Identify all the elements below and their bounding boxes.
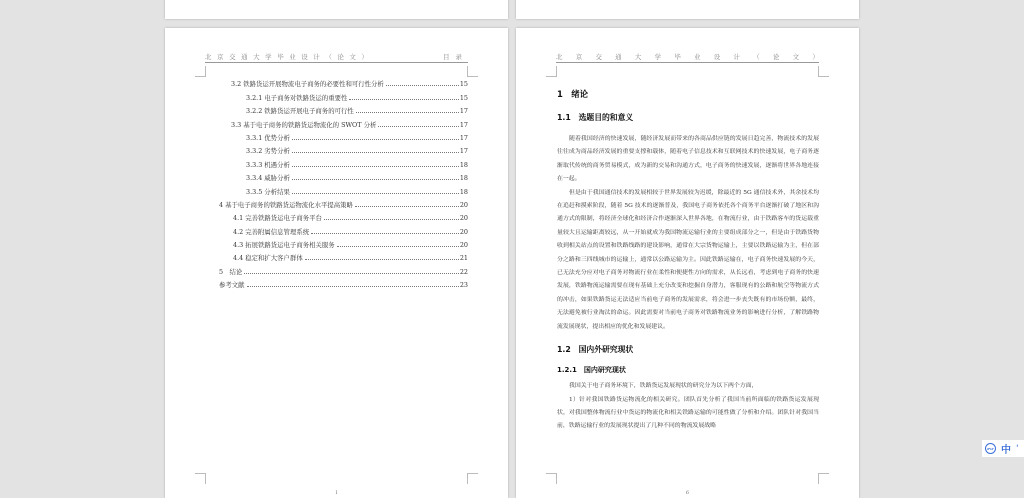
table-of-contents bbox=[219, 75, 468, 289]
body-paragraph: 1）针对我国铁路货运物流化的相关研究。团队首先分析了我国当前所面临的铁路货运发展现状，对我国整体物流行业中货运的物流化和相关铁路运输的可能性做了分析和介绍。团队针对我国当前，铁路运输行业的发展现状提出了几种不同的物流发展战略 bbox=[557, 396, 819, 430]
toc-entry[interactable] bbox=[219, 75, 468, 88]
toc-entry-title[interactable]: 4.2 完善附属信息管理系统 bbox=[233, 227, 310, 236]
previous-page-right bbox=[516, 0, 859, 19]
toc-leader-dots bbox=[386, 85, 459, 86]
header-char: 大 bbox=[253, 53, 260, 61]
header-char: 北 bbox=[556, 53, 563, 61]
toc-entry-title[interactable]: 5 结论 bbox=[219, 267, 243, 276]
toc-entry-page[interactable]: 20 bbox=[459, 214, 468, 223]
toc-entry-page[interactable]: 17 bbox=[459, 107, 468, 116]
header-char: 通 bbox=[615, 53, 622, 61]
header-char: 大 bbox=[634, 53, 642, 61]
header-char: 论 bbox=[337, 53, 344, 61]
toc-entry-title[interactable]: 3.3.3 机遇分析 bbox=[246, 160, 290, 169]
header-school-name bbox=[556, 52, 819, 61]
header-char: ） bbox=[812, 53, 819, 61]
header-char: 毕 bbox=[277, 53, 284, 61]
header-char: 文 bbox=[792, 53, 800, 61]
header-char: 京 bbox=[575, 53, 583, 61]
header-char: 交 bbox=[229, 53, 236, 61]
margin-corner-mark bbox=[195, 66, 206, 77]
toc-leader-dots bbox=[356, 112, 459, 113]
page-number: I bbox=[335, 490, 338, 496]
margin-corner-mark bbox=[818, 473, 829, 484]
document-page-toc[interactable] bbox=[165, 28, 508, 498]
header-char: 业 bbox=[289, 53, 296, 61]
toc-entry-title[interactable]: 3.3 基于电子商务的铁路货运物流化的 SWOT 分析 bbox=[231, 120, 377, 129]
toc-entry-page[interactable]: 17 bbox=[459, 133, 468, 142]
section-heading: 1.2 国内外研究现状 bbox=[557, 345, 634, 355]
toc-leader-dots bbox=[378, 126, 459, 127]
header-char: 北 bbox=[205, 53, 212, 61]
toc-entry[interactable] bbox=[219, 182, 468, 195]
toc-entry-page[interactable]: 15 bbox=[459, 93, 468, 102]
toc-entry-page[interactable]: 20 bbox=[459, 241, 468, 250]
ime-punctuation-toggle[interactable]: ' bbox=[1016, 443, 1019, 454]
toc-entry[interactable] bbox=[219, 249, 468, 262]
toc-leader-dots bbox=[305, 259, 459, 260]
toc-entry-title[interactable]: 3.2 铁路货运开展物流电子商务的必要性和可行性分析 bbox=[231, 80, 384, 89]
toc-leader-dots bbox=[292, 193, 459, 194]
toc-entry-page[interactable]: 18 bbox=[459, 174, 468, 183]
body-paragraph: 但是由于我国通信技术的发展相较于世界发展较为迟缓，除最近的 5G 通信技术外，其余技术均在追赶和摸索阶段，随着 5G 技术的逐渐普及，我国电子商务依托各个商务平台逐渐打破了地区和沟通方式的限制，将经济全球化和经济合作逐渐深入世界各地，在物流行业，由于铁路客车的货运载重量较大且运输距离较远，从一开始就成为我国物流运输行业的主要组成部分之一，但是由于铁路货物收到相关站点的设置和铁路线路的建设影响，通常在大宗货物运输上，主要以铁路运输为主，但在部分之路和三四线城市的运输上，通常以公路运输为主。因此铁路运输在，电子商务快速发展的今天，已无法充分应对电子商务对物流行业在柔性和便捷性方向的需求，从长远看，考虑到电子商务的快速发展，铁路物流运输需要在现有基础上充分改变和挖掘自身潜力，客服现有的公路和航空等物流方式的冲击，如果铁路货运无法适应当前电子商务的发展需求，将会进一步丧失既有的市场份额，最终，无法避免被行业淘汰的命运。因此需要对当前电子商务对铁路物流业务的影响进行分析，了解铁路物流发展现状，提出相应的优化和发展建议。 bbox=[557, 189, 819, 330]
toc-leader-dots bbox=[292, 179, 459, 180]
subsection-heading: 1.2.1 国内研究现状 bbox=[557, 366, 626, 375]
toc-entry-title[interactable]: 4.4 稳定和扩大客户群体 bbox=[233, 254, 303, 263]
toc-entry-title[interactable]: 4 基于电子商务的铁路货运物流化水平提高策略 bbox=[219, 200, 353, 209]
header-char: 通 bbox=[241, 53, 248, 61]
toc-entry-title[interactable]: 4.3 拓展铁路货运电子商务相关服务 bbox=[233, 241, 335, 250]
chapter-heading: 1 绪论 bbox=[557, 89, 588, 99]
toc-entry-title[interactable]: 3.3.5 分析结果 bbox=[246, 187, 290, 196]
toc-entry-page[interactable]: 15 bbox=[459, 80, 468, 89]
toc-entry-title[interactable]: 3.3.2 劣势分析 bbox=[246, 147, 290, 156]
header-char: 设 bbox=[713, 53, 721, 61]
toc-entry-title[interactable]: 4.1 完善铁路货运电子商务平台 bbox=[233, 214, 322, 223]
ifly-logo-icon[interactable]: iFLY bbox=[985, 443, 996, 454]
header-char: 毕 bbox=[674, 53, 681, 61]
margin-corner-mark bbox=[818, 66, 829, 77]
header-char: 论 bbox=[772, 53, 780, 61]
margin-corner-mark bbox=[546, 66, 557, 77]
toc-leader-dots bbox=[337, 246, 459, 247]
margin-corner-mark bbox=[467, 473, 478, 484]
header-char: ） bbox=[361, 53, 368, 61]
toc-entry-title[interactable]: 3.3.1 优势分析 bbox=[246, 133, 290, 142]
page-header bbox=[205, 50, 468, 63]
margin-corner-mark bbox=[546, 473, 557, 484]
header-char: 业 bbox=[694, 53, 701, 61]
body-paragraph: 我国关于电子商务环境下，铁路货运发展现状的研究分为以下两个方面， bbox=[569, 383, 758, 390]
toc-entry[interactable] bbox=[219, 102, 468, 115]
toc-entry[interactable] bbox=[219, 236, 468, 249]
toc-entry[interactable] bbox=[219, 196, 468, 209]
toc-entry-page[interactable]: 20 bbox=[459, 200, 468, 209]
page-header bbox=[556, 50, 819, 63]
document-page-chapter-1[interactable] bbox=[516, 28, 859, 498]
toc-entry-page[interactable]: 18 bbox=[459, 187, 468, 196]
toc-entry-page[interactable]: 23 bbox=[459, 281, 468, 290]
toc-entry[interactable] bbox=[219, 88, 468, 101]
header-char: 设 bbox=[301, 53, 308, 61]
toc-entry[interactable] bbox=[219, 115, 468, 128]
toc-entry-page[interactable]: 17 bbox=[459, 120, 468, 129]
header-char: 计 bbox=[313, 53, 320, 61]
input-method-indicator[interactable] bbox=[982, 440, 1024, 457]
margin-corner-mark bbox=[195, 473, 206, 484]
toc-entry-page[interactable]: 17 bbox=[459, 147, 468, 156]
toc-leader-dots bbox=[292, 166, 459, 167]
header-char: （ bbox=[325, 53, 332, 61]
toc-entry[interactable] bbox=[219, 262, 468, 275]
page-number: 6 bbox=[685, 490, 690, 496]
toc-entry-page[interactable]: 20 bbox=[459, 227, 468, 236]
previous-page-left bbox=[165, 0, 508, 19]
toc-leader-dots bbox=[349, 99, 458, 100]
toc-entry[interactable] bbox=[219, 129, 468, 142]
toc-entry[interactable] bbox=[219, 169, 468, 182]
toc-leader-dots bbox=[324, 219, 459, 220]
header-char: 计 bbox=[733, 53, 740, 61]
margin-corner-mark bbox=[467, 66, 478, 77]
toc-entry-title[interactable]: 3.3.4 威胁分析 bbox=[246, 174, 290, 183]
toc-entry-title[interactable]: 3.2.1 电子商务对铁路货运的重要性 bbox=[246, 93, 348, 102]
body-paragraph: 随着我国经济的快速发展，随经济发展而带来的各商品供应链的发展日趋完善，物流技术的发展往往成为商品经济发展的重要支撑和载体，随着电子信息技术和互联网技术的快速发展，电子商务逐渐取代传统的商务贸易模式，成为新的交易和沟通方式，电子商务的快速发展，逐渐将世界各地连接在一起。 bbox=[557, 136, 819, 183]
header-char: 文 bbox=[349, 53, 356, 61]
toc-entry[interactable] bbox=[219, 209, 468, 222]
ime-language-toggle[interactable]: 中 bbox=[1001, 445, 1011, 456]
toc-entry-title[interactable]: 参考文献 bbox=[219, 281, 245, 290]
toc-entry[interactable] bbox=[219, 155, 468, 168]
header-char: 交 bbox=[595, 53, 602, 61]
section-heading: 1.1 选题目的和意义 bbox=[557, 113, 634, 122]
toc-leader-dots bbox=[355, 206, 459, 207]
toc-entry-page[interactable]: 21 bbox=[459, 254, 468, 263]
header-school-name bbox=[205, 52, 368, 61]
toc-entry[interactable] bbox=[219, 222, 468, 235]
header-char: 学 bbox=[654, 53, 662, 61]
header-char: 京 bbox=[217, 53, 224, 61]
toc-entry[interactable] bbox=[219, 276, 468, 289]
header-toc-label: 目录 bbox=[443, 53, 468, 61]
toc-entry-title[interactable]: 3.2.2 铁路货运开展电子商务的可行性 bbox=[246, 107, 354, 116]
toc-entry-page[interactable]: 18 bbox=[459, 160, 468, 169]
toc-entry-page[interactable]: 22 bbox=[459, 267, 468, 276]
page-body bbox=[557, 88, 819, 434]
toc-leader-dots bbox=[247, 286, 459, 287]
header-char: （ bbox=[753, 53, 760, 61]
toc-leader-dots bbox=[311, 233, 459, 234]
toc-leader-dots bbox=[292, 152, 459, 153]
toc-leader-dots bbox=[292, 139, 459, 140]
toc-entry[interactable] bbox=[219, 142, 468, 155]
header-char: 学 bbox=[265, 53, 272, 61]
toc-leader-dots bbox=[244, 273, 459, 274]
